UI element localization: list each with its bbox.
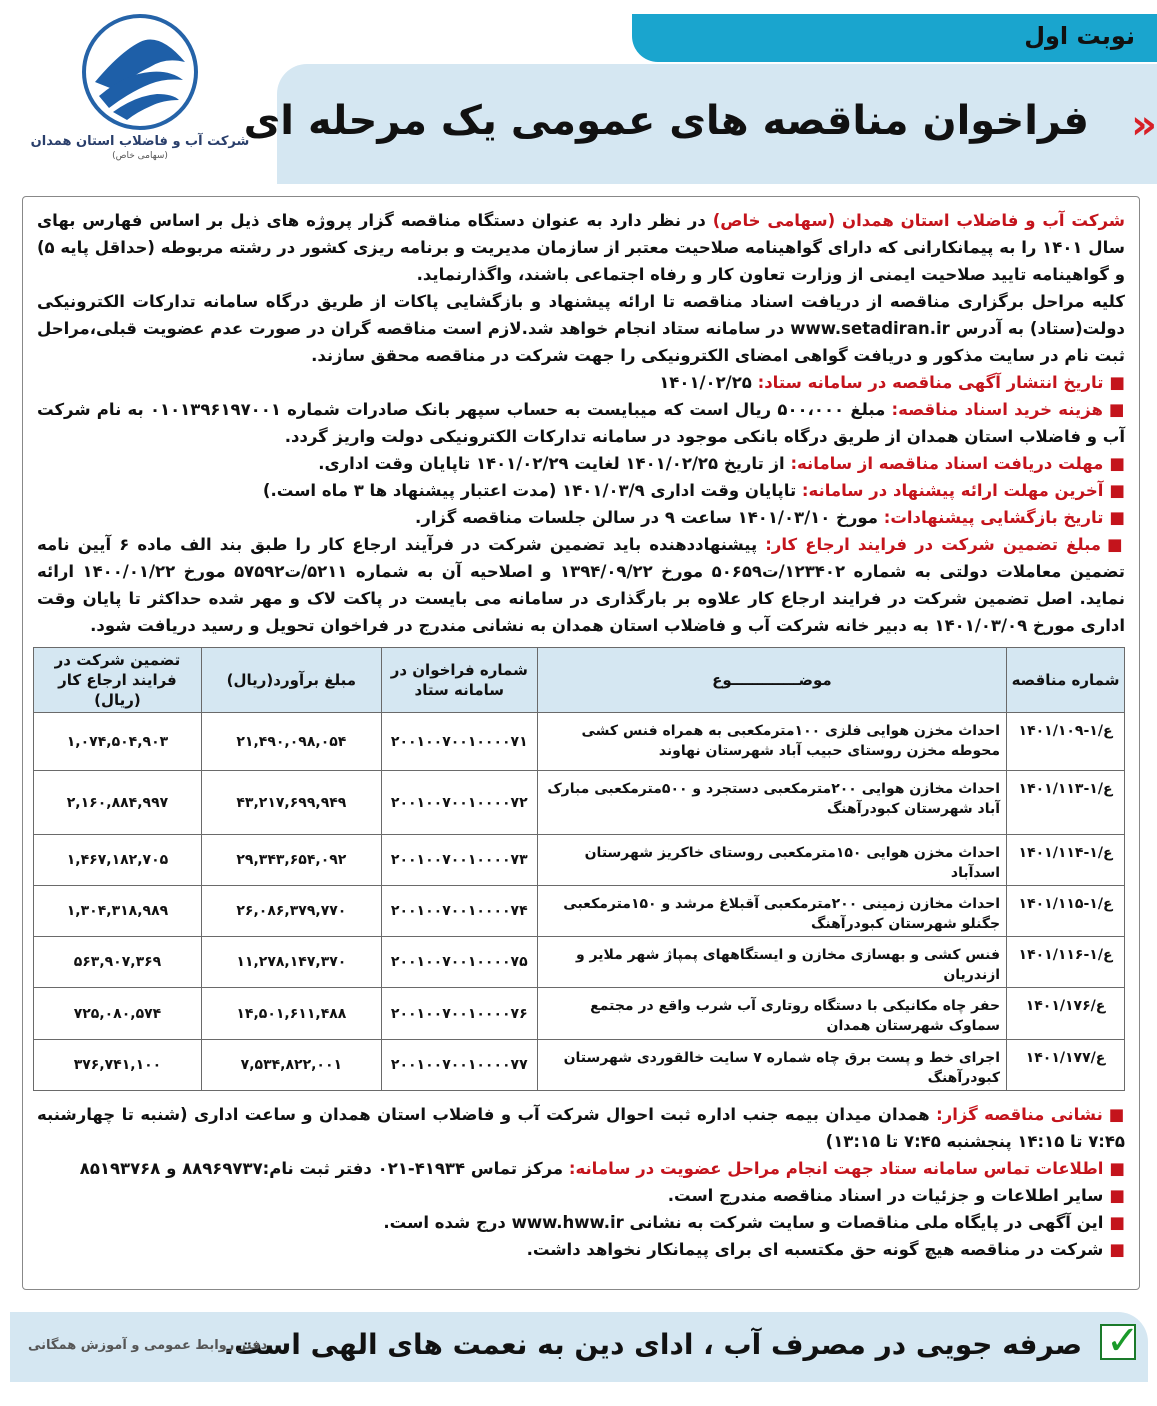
bullet-icon: ■ [1109,1159,1125,1178]
cell-subject: احداث مخازن زمینی ۲۰۰مترمکعبی آقبلاغ مرشد و ۱۵۰مترمکعبی جگنلو شهرستان کبودرآهنگ [537,886,1006,937]
header-tender-no: شماره مناقصه [1007,648,1125,713]
header-call-no: شماره فراخوان در سامانه ستاد [381,648,537,713]
header-guarantee: تضمین شرکت در فرایند ارجاع کار (ریال) [34,648,202,713]
cell-tender-no: ع/۱-۱۴۰۱/۱۱۴ [1007,835,1125,886]
cell-call-no: ۲۰۰۱۰۰۷۰۰۱۰۰۰۰۷۷ [381,1040,537,1091]
publish-date-item [37,369,1125,396]
bullet-icon: ■ [1107,535,1125,554]
footer-office: دفتر روابط عمومی و آموزش همگانی [28,1338,268,1353]
site-item [37,1209,1125,1236]
fee-value: مبلغ ۵۰۰،۰۰۰ ریال است که میبایست به حساب سپهر بانک صادرات شماره ۰۱۰۱۳۹۶۱۹۷۰۰۱ به نام شرکت آب و فاضلاب استان همدان از طریق درگاه بانکی موجود در سامانه تدارکات الکترونیکی دولت واریز گردد. [37,400,1125,446]
fee-label: هزینه خرید اسناد مناقصه: [891,400,1103,419]
header-subject: موضـــــــــــــوع [537,648,1006,713]
setad-url-link[interactable]: www.setadiran.ir [790,319,950,338]
cell-tender-no: ع/۱۴۰۱/۱۷۶ [1007,988,1125,1040]
footer-slogan: صرفه جویی در مصرف آب ، ادای دین به نعمت های الهی است. [223,1328,1082,1361]
cell-subject: اجرای خط و پست برق چاه شماره ۷ سایت خالقوردی شهرستان کبودرآهنگ [537,1040,1006,1091]
cell-call-no: ۲۰۰۱۰۰۷۰۰۱۰۰۰۰۷۲ [381,771,537,835]
submit-deadline-item [37,477,1125,504]
bullet-icon: ■ [1109,454,1125,473]
cell-subject: احداث مخزن هوایی فلزی ۱۰۰مترمکعبی به همراه فنس کشی محوطه مخزن روستای حبیب آباد شهرستان نهاوند [537,713,1006,771]
cell-tender-no: ع/۱-۱۴۰۱/۱۱۶ [1007,937,1125,988]
procedure-paragraph [37,288,1125,369]
title-bar [243,64,1157,184]
cell-estimate: ۱۱,۲۷۸,۱۴۷,۳۷۰ [201,937,381,988]
bullet-icon: ■ [1109,1240,1125,1259]
publish-date-value: ۱۴۰۱/۰۲/۲۵ [659,373,758,392]
cell-subject: فنس کشی و بهسازی مخازن و ایستگاههای پمپاژ شهر ملایر و ازندریان [537,937,1006,988]
closing-items [37,1101,1125,1263]
cell-tender-no: ع/۱۴۰۱/۱۷۷ [1007,1040,1125,1091]
receive-deadline-item [37,450,1125,477]
fee-item [37,396,1125,450]
cell-tender-no: ع/۱-۱۴۰۱/۱۱۵ [1007,886,1125,937]
other-info-item [37,1182,1125,1209]
procedure-text-a: کلیه مراحل برگزاری مناقصه از دریافت اسناد مناقصه تا ارائه پیشنهاد و بازگشایی پاکات از طریق درگاه سامانه تدارکات الکترونیکی دولت(ستاد) به آدرس [37,292,1125,338]
footer-banner [10,1312,1148,1382]
cell-estimate: ۴۳,۲۱۷,۶۹۹,۹۴۹ [201,771,381,835]
opening-date-label: تاریخ بازگشایی پیشنهادات: [883,508,1104,527]
procedure-text-b: در سامانه ستاد انجام خواهد شد.لازم است مناقصه گران در صورت عدم عضویت قبلی،مراحل ثبت نام در سایت مذکور و دریافت گواهی امضای الکترونیکی را جهت شرکت در مناقصه محقق سازند. [37,319,1125,365]
contact-item [37,1155,1125,1182]
table-row [34,886,1125,937]
cell-subject: حفر چاه مکانیکی با دستگاه روتاری آب شرب واقع در مجتمع سماوک شهرستان همدان [537,988,1006,1040]
cell-subject: احداث مخازن هوایی ۲۰۰مترمکعبی دستجرد و ۵۰۰مترمکعبی مبارک آباد شهرستان کبودرآهنگ [537,771,1006,835]
cell-subject: احداث مخزن هوایی ۱۵۰مترمکعبی روستای خاکریز شهرستان اسدآباد [537,835,1006,886]
submit-deadline-value: تاپایان وقت اداری ۱۴۰۱/۰۳/۹ (مدت اعتبار پیشنهاد ها ۳ ماه است.) [262,481,802,500]
bullet-icon: ■ [1109,481,1125,500]
submit-deadline-label: آخرین مهلت ارائه پیشنهاد در سامانه: [801,481,1104,500]
intro-paragraph [37,207,1125,288]
bullet-icon: ■ [1109,1213,1125,1232]
table-row [34,937,1125,988]
address-item [37,1101,1125,1155]
address-value: همدان میدان بیمه جنب اداره ثبت احوال شرکت آب و فاضلاب استان همدان و ساعت اداری (شنبه تا چهارشنبه ۷:۴۵ تا ۱۴:۱۵ پنجشنبه ۷:۴۵ تا ۱۳:۱۵) [37,1105,1125,1151]
publish-date-label: تاریخ انتشار آگهی مناقصه در سامانه ستاد: [757,373,1104,392]
opening-date-value: مورخ ۱۴۰۱/۰۳/۱۰ ساعت ۹ در سالن جلسات مناقصه گزار. [415,508,884,527]
table-header-row [34,648,1125,713]
bullet-icon: ■ [1109,508,1125,527]
opening-date-item [37,504,1125,531]
issue-label: نوبت اول [1024,22,1135,50]
guarantee-item [37,531,1125,639]
cell-call-no: ۲۰۰۱۰۰۷۰۰۱۰۰۰۰۷۶ [381,988,537,1040]
logo-company-sub: (سهامی خاص) [112,151,168,161]
cell-estimate: ۷,۵۳۴,۸۲۲,۰۰۱ [201,1040,381,1091]
hww-url-link[interactable]: www.hww.ir [511,1213,624,1232]
rights-item [37,1236,1125,1263]
header [0,0,1157,192]
intro-text: در نظر دارد به عنوان دستگاه مناقصه گزار پروژه های ذیل بر اساس فهارس بهای سال ۱۴۰۱ را به پیمانکارانی که دارای گواهینامه صلاحیت معتبر از سازمان مدیریت و برنامه ریزی کشور در رشته مربوطه (حداقل پایه ۵) و گواهینامه تایید صلاحیت ایمنی از وزارت تعاون کار و رفاه اجتماعی باشند، واگذارنماید. [37,211,1125,284]
cell-call-no: ۲۰۰۱۰۰۷۰۰۱۰۰۰۰۷۳ [381,835,537,886]
cell-guarantee: ۱,۳۰۴,۳۱۸,۹۸۹ [34,886,202,937]
address-label: نشانی مناقصه گزار: [936,1105,1103,1124]
other-info-text: سایر اطلاعات و جزئیات در اسناد مناقصه مندرج است. [667,1186,1104,1205]
site-text-a: این آگهی در پایگاه ملی مناقصات و سایت شرکت به نشانی [623,1213,1104,1232]
company-name: شرکت آب و فاضلاب استان همدان (سهامی خاص) [712,211,1125,230]
bullet-icon: ■ [1108,1105,1125,1124]
page-title: فراخوان مناقصه های عمومی یک مرحله ای [243,98,1089,144]
guarantee-value: پیشنهاددهنده باید تضمین شرکت در فرآیند ارجاع کار را طبق بند الف ماده ۶ آیین نامه تضمین معاملات دولتی به شماره ۱۲۳۴۰۲/ت۵۰۶۵۹ مورخ ۱۳۹۴/۰۹/۲۲ و اصلاحیه آن به شماره ۵۲۱۱/ت۵۷۵۹۲ مورخ ۱۴۰۰/۰۱/۲۲ ارائه نماید. اصل تضمین شرکت در فرایند ارجاع کار علاوه بر بارگذاری در سامانه می بایست در پاکت لاک و مهر شده حداکثر تا پایان وقت اداری مورخ ۱۴۰۱/۰۳/۰۹ به دبیر خانه شرکت آب و فاضلاب استان همدان به نشانی مندرج در فراخوان تحویل و رسید دریافت شود. [37,535,1125,635]
water-drop-logo-icon [65,12,215,132]
contact-label: اطلاعات تماس سامانه ستاد جهت انجام مراحل عضویت در سامانه: [568,1159,1104,1178]
cell-call-no: ۲۰۰۱۰۰۷۰۰۱۰۰۰۰۷۱ [381,713,537,771]
cell-call-no: ۲۰۰۱۰۰۷۰۰۱۰۰۰۰۷۵ [381,937,537,988]
cell-tender-no: ع/۱-۱۴۰۱/۱۱۳ [1007,771,1125,835]
issue-tab [632,14,1157,62]
receive-deadline-value: از تاریخ ۱۴۰۱/۰۲/۲۵ لغایت ۱۴۰۱/۰۲/۲۹ تاپایان وقت اداری. [318,454,791,473]
bullet-icon: ■ [1108,400,1125,419]
site-text-b: درج شده است. [383,1213,512,1232]
cell-call-no: ۲۰۰۱۰۰۷۰۰۱۰۰۰۰۷۴ [381,886,537,937]
table-row [34,1040,1125,1091]
cell-guarantee: ۵۶۳,۹۰۷,۳۶۹ [34,937,202,988]
announcement-body [22,196,1140,1290]
logo-company-name: شرکت آب و فاضلاب استان همدان [30,134,250,149]
guarantee-label: مبلغ تضمین شرکت در فرایند ارجاع کار: [765,535,1102,554]
cell-guarantee: ۱,۰۷۴,۵۰۴,۹۰۳ [34,713,202,771]
table-row [34,835,1125,886]
cell-estimate: ۲۹,۳۴۳,۶۵۴,۰۹۲ [201,835,381,886]
cell-guarantee: ۱,۴۶۷,۱۸۲,۷۰۵ [34,835,202,886]
checkmark-icon: ✓ [1100,1324,1136,1360]
rights-text: شرکت در مناقصه هیچ گونه حق مکتسبه ای برای پیمانکار نخواهد داشت. [526,1240,1104,1259]
cell-estimate: ۱۴,۵۰۱,۶۱۱,۴۸۸ [201,988,381,1040]
cell-guarantee: ۷۲۵,۰۸۰,۵۷۴ [34,988,202,1040]
contact-value: مرکز تماس ۴۱۹۳۴-۰۲۱ دفتر ثبت نام:۸۸۹۶۹۷۳۷ و ۸۵۱۹۳۷۶۸ [79,1159,569,1178]
table-row [34,988,1125,1040]
cell-tender-no: ع/۱-۱۴۰۱/۱۰۹ [1007,713,1125,771]
bullet-icon: ■ [1109,1186,1125,1205]
double-chevron-icon: « [1131,102,1145,148]
header-estimate: مبلغ برآورد(ریال) [201,648,381,713]
cell-estimate: ۲۱,۴۹۰,۰۹۸,۰۵۴ [201,713,381,771]
table-row [34,713,1125,771]
receive-deadline-label: مهلت دریافت اسناد مناقصه از سامانه: [790,454,1104,473]
table-row [34,771,1125,835]
company-logo [10,12,270,182]
cell-estimate: ۲۶,۰۸۶,۳۷۹,۷۷۰ [201,886,381,937]
cell-guarantee: ۳۷۶,۷۴۱,۱۰۰ [34,1040,202,1091]
tenders-table [33,647,1125,1091]
bullet-icon: ■ [1109,373,1125,392]
cell-guarantee: ۲,۱۶۰,۸۸۴,۹۹۷ [34,771,202,835]
